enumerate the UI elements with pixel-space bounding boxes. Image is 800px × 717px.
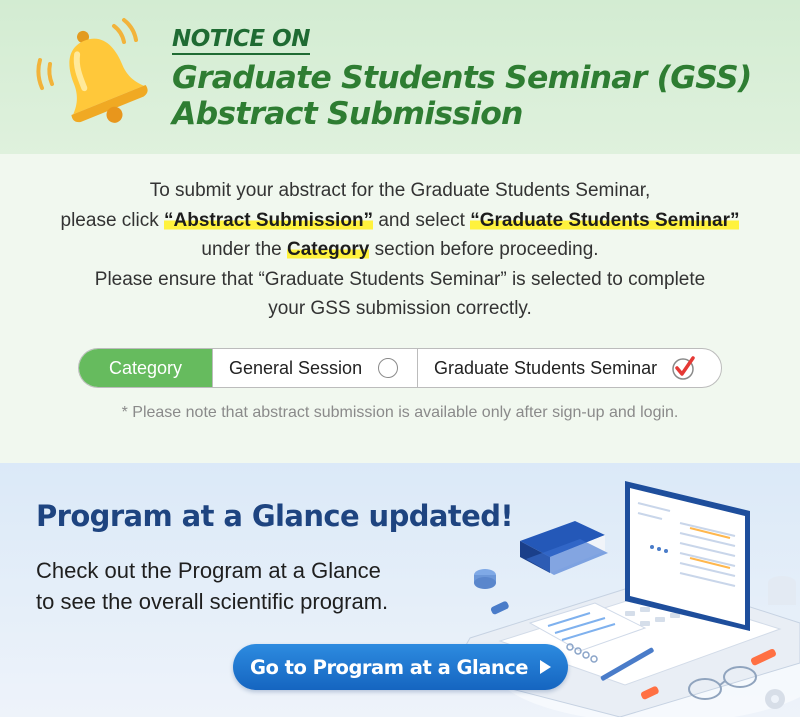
title-line-1: Graduate Students Seminar (GSS) bbox=[172, 60, 752, 96]
instruction-text: under the bbox=[201, 239, 287, 260]
program-description bbox=[36, 555, 388, 617]
notice-header bbox=[0, 0, 800, 154]
program-description-line-1: Check out the Program at a Glance bbox=[36, 558, 381, 583]
instruction-line-5: your GSS submission correctly. bbox=[268, 298, 532, 319]
radio-unchecked-icon bbox=[378, 358, 398, 378]
option-graduate-students-seminar bbox=[418, 349, 721, 387]
play-arrow-icon bbox=[540, 660, 551, 674]
page-title bbox=[172, 60, 752, 132]
instruction-text: section before proceeding. bbox=[369, 239, 599, 260]
option-general-label: General Session bbox=[229, 357, 363, 378]
instruction-line-1: To submit your abstract for the Graduate Students Seminar, bbox=[149, 180, 651, 201]
instruction-line-2 bbox=[0, 206, 800, 236]
highlight-abstract-submission: “Abstract Submission” bbox=[164, 209, 374, 231]
highlight-gss: “Graduate Students Seminar” bbox=[470, 209, 740, 231]
signup-note: * Please note that abstract submission is available only after sign-up and login. bbox=[121, 404, 679, 421]
program-section bbox=[0, 463, 800, 717]
notice-on-label: NOTICE ON bbox=[172, 26, 310, 55]
category-label: Category bbox=[79, 349, 213, 387]
program-title: Program at a Glance updated! bbox=[36, 499, 513, 533]
go-to-program-button[interactable] bbox=[233, 644, 568, 690]
go-to-program-button-label: Go to Program at a Glance bbox=[249, 655, 529, 679]
instruction-line-3 bbox=[0, 235, 800, 265]
program-description-line-2: to see the overall scientific program. bbox=[36, 589, 389, 614]
highlight-category: Category bbox=[287, 239, 370, 260]
title-line-2: Abstract Submission bbox=[172, 96, 523, 132]
checkmark-radio-icon bbox=[671, 355, 697, 381]
bell-icon bbox=[36, 12, 156, 132]
option-gss-label: Graduate Students Seminar bbox=[434, 357, 658, 378]
category-selector bbox=[78, 348, 722, 388]
option-general-session bbox=[213, 349, 418, 387]
notice-body bbox=[0, 154, 800, 463]
instruction-text: please click bbox=[60, 209, 165, 231]
instruction-text: and select bbox=[373, 209, 471, 231]
instruction-line-4: Please ensure that “Graduate Students Seminar” is selected to complete bbox=[94, 268, 706, 290]
instructions-paragraph bbox=[0, 176, 800, 324]
